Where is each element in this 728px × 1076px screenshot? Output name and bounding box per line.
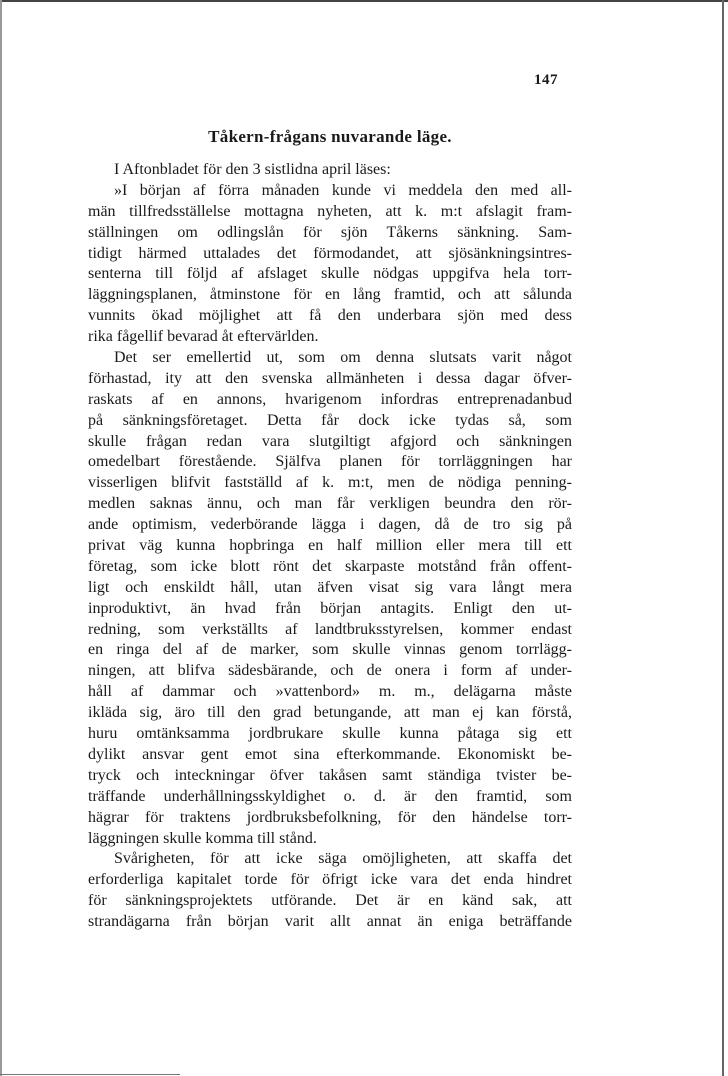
text-line: män tillfredsställelse mottagna nyheten, att k. m:t afslagit fram-: [88, 202, 572, 220]
top-scan-border: [0, 0, 728, 2]
bottom-scan-border: [0, 1074, 180, 1075]
text-line: ikläda sig, äro till den grad betungande, att man ej kan förstå,: [88, 704, 572, 722]
text-line: Svårigheten, för att icke säga omöjligheten, att skaffa det: [114, 850, 572, 868]
text-line: på sänkningsföretaget. Detta får dock icke tydas så, som: [88, 411, 572, 429]
text-line: håll af dammar och »vattenbord» m. m., delägarna måste: [88, 683, 572, 701]
article-body: [88, 160, 572, 933]
text-line: läggningsplanen, åtminstone för en lång framtid, och att sålunda: [88, 286, 572, 304]
text-line: huru omtänksamma jordbrukare skulle kunna påtaga sig ett: [88, 725, 572, 743]
text-line: hägrar för traktens jordbruksbefolkning, för den händelse torr-: [88, 808, 572, 826]
text-line: ligt och enskildt håll, utan äfven visat sig vara långt mera: [88, 578, 572, 596]
text-line: erforderliga kapitalet torde för öfrigt icke vara det enda hindret: [88, 871, 572, 889]
text-line: strandägarna från början varit allt annat än eniga beträffande: [88, 913, 572, 931]
text-line: för sänkningsprojektets utförande. Det är en känd sak, att: [88, 892, 572, 910]
text-line: tidigt härmed uttalades det förmodandet, att sjösänkningsintres-: [88, 244, 572, 262]
text-line: dylikt ansvar gent emot sina efterkommande. Ekonomiskt be-: [88, 745, 572, 763]
page-number: 147: [534, 72, 558, 88]
text-line: ande optimism, vederbörande lägga i dagen, då de tro sig på: [88, 516, 572, 534]
text-line: I Aftonbladet för den 3 sistlidna april läses:: [114, 161, 391, 178]
text-line: rika fågellif bevarad åt eftervärlden.: [88, 328, 319, 346]
text-line: Det ser emellertid ut, som om denna slutsats varit något: [114, 349, 572, 367]
text-line: inproduktivt, än hvad från början antagits. Enligt den ut-: [88, 599, 572, 617]
text-line: skulle frågan redan vara slutgiltigt afgjord och sänkningen: [88, 432, 572, 450]
right-scan-edge: [722, 0, 724, 1076]
text-line: medlen saknas ännu, och man får verkligen beundra den rör-: [88, 495, 572, 513]
text-line: förhastad, ity att den svenska allmänheten i dessa dagar öfver-: [88, 369, 572, 387]
article-heading: Tåkern-frågans nuvarande läge.: [208, 127, 452, 146]
text-line: visserligen blifvit fastställd af k. m:t, men de nödiga penning-: [88, 474, 572, 492]
text-line: vunnits ökad möjlighet att få den underbara sjön med dess: [88, 307, 572, 325]
text-line: omedelbart förestående. Själfva planen för torrläggningen har: [88, 453, 572, 471]
text-line: läggningen skulle komma till stånd.: [88, 829, 317, 847]
text-line: en ringa del af de marker, som skulle vinnas genom torrlägg-: [88, 641, 572, 659]
text-line: redning, som verkställts af landtbruksstyrelsen, kommer endast: [88, 620, 572, 638]
text-line: »I början af förra månaden kunde vi meddela den med all-: [114, 181, 572, 199]
text-line: senterna till följd af afslaget skulle nödgas uppgifva hela torr-: [88, 265, 572, 283]
text-line: tryck och inteckningar öfver takåsen samt ständiga tvister be-: [88, 766, 572, 784]
text-line: ningen, att blifva sädesbärande, och de onera i form af under-: [88, 662, 572, 680]
text-line: ställningen om odlingslån för sjön Tåkerns sänkning. Sam-: [88, 223, 572, 241]
text-line: raskats af en annons, hvarigenom infordras entreprenadanbud: [88, 390, 572, 408]
text-line: företag, som icke blott rönt det skarpaste motstånd från offent-: [88, 557, 572, 575]
text-line: träffande underhållningsskyldighet o. d. är den framtid, som: [88, 787, 572, 805]
left-scan-edge: [0, 0, 2, 1076]
text-line: privat väg kunna hopbringa en half million eller mera till ett: [88, 537, 572, 555]
